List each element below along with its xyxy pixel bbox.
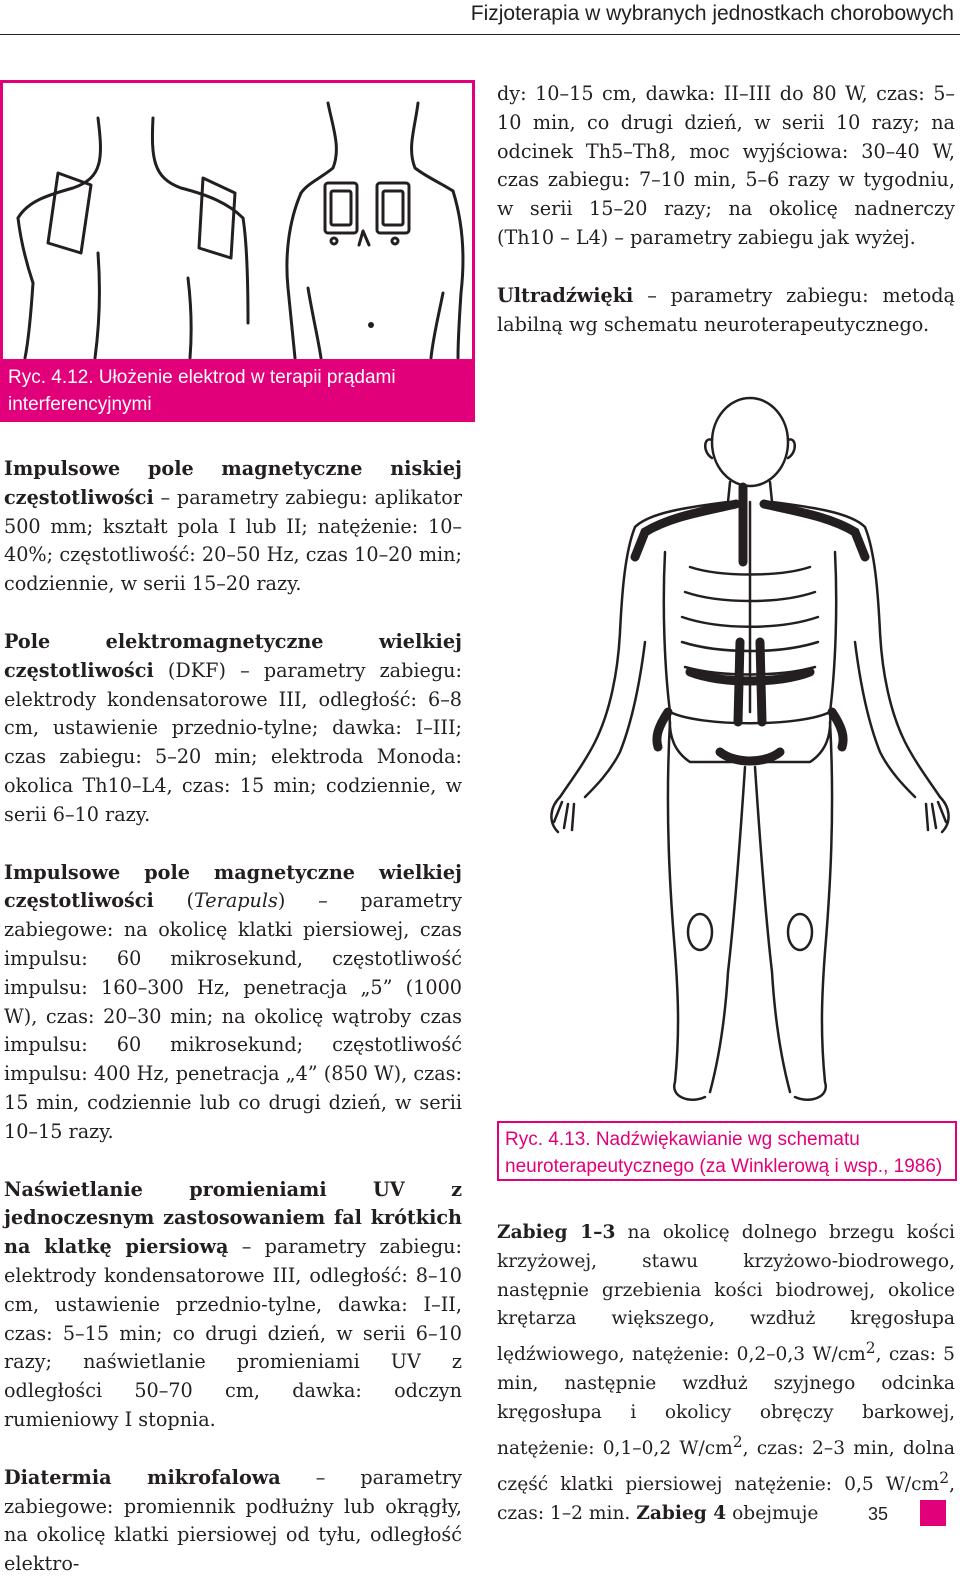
figure-4-12 [0,80,481,425]
paragraph-continuation [497,80,955,253]
figure-4-12-caption: Ryc. 4.12. Ułożenie elektrod w terapii prądami interferencyjnymi [0,362,475,422]
nipple-right [392,238,398,244]
terapuls-italic: Terapuls [193,889,278,913]
hand-left [551,797,574,832]
paragraph-terapuls [4,859,462,1147]
band-shoulder-left [635,504,736,557]
band-lumbar-left [738,642,740,722]
knee-left [688,914,712,950]
neck-right [770,482,772,502]
paren-open: ( [153,889,194,913]
figure-4-12-frame [0,80,475,362]
navel [368,322,374,328]
page-marker-square [920,1500,946,1526]
back-side-left-line [25,283,33,358]
paragraph-diathermy [4,1464,462,1579]
band-sacral [720,752,780,761]
head-outline [712,398,788,486]
back-side-right-line [243,218,248,323]
body-ultrasound-diagram [540,392,960,1112]
heading-zabieg-1-3: Zabieg 1–3 [497,1222,616,1243]
band-shoulder-right [764,504,865,557]
band-lumbar-right [760,642,762,722]
text-ultrasound: – parametry zabiegu: metodą labilną wg schematu neuroterapeutycznego. [497,283,955,336]
heading-zabieg-4: Zabieg 4 [636,1502,727,1524]
front-head-right-line [412,103,453,191]
back-shoulder-line [18,218,33,283]
band-iliac-right [832,712,843,747]
hand-right [926,797,949,832]
heading-ultrasound: Ultradźwięki [497,283,634,307]
header-title: Fizjoterapia w wybranych jednostkach chorobowych [470,2,954,25]
nipple-left [331,238,337,244]
text-uv: – parametry zabiegu: elektrody kondensatorowe III, odległość: 8–10 cm, ustawienie przednio-tylne, dawka: I–II, czas: 5–15 min; co drugi dzień, w serii 6–10 razy; naświetlanie promieniami UV z odległości 50–70 cm, dawka: odczyn rumieniowy I stopnia. [4,1235,462,1431]
pelvis [670,712,831,762]
knee-right [788,914,812,950]
sup-2: 2 [732,1432,743,1451]
text-magnetic-low: – parametry zabiegu: aplikator 500 mm; kształt pola I lub II; natężenie: 10–40%; częstotliwość: 20–50 Hz, czas 10–20 min; codziennie, w serii 15–20 razy. [4,485,462,596]
trunk-side-left [664,552,670,712]
zabieg-text-e: obejmuje [726,1502,819,1524]
heading-dkf: Pole elektromagnetyczne wielkiej częstotliwości [4,629,462,682]
paragraph-zabieg [497,1219,955,1529]
zabieg-text-b: , czas: 5 min, następnie wzdłuż szyjnego odcinka kręgosłupa i okolicy obręczy barkowej, natężenie: 0,1–0,2 W/cm [497,1344,956,1459]
neck-left [728,482,730,502]
left-column [4,455,462,1579]
text-dkf: (DKF) – parametry zabiegu: elektrody kondensatorowe III, odległość: 6–8 cm, ustawienie przednio-tylne; dawka: I–III; czas zabiegu: 5–20 min; elektroda Monoda: okolica Th10–L4, czas: 15 min; codziennie, w serii 6–10 razy. [4,658,462,826]
electrode-back-right [199,178,235,258]
back-arm-line [95,253,99,358]
front-head-left-line [301,103,336,193]
electrode-back-left [48,173,91,253]
sup-3: 2 [939,1468,950,1487]
figure-4-13 [540,392,960,1112]
zabieg-text-c: , czas: 2–3 min, dolna część klatki piersiowej natężenie: 0,5 W/cm [497,1437,955,1495]
zabieg-text-a: na okolicę dolnego brzegu kości krzyżowej, stawu krzyżowo-biodrowego, następnie grzebienia kości biodrowej, okolice krętarza większego, wzdłuż kręgosłupa lędźwiowego, natężenie: 0,2–0,3 W/cm [497,1222,956,1366]
trunk-side-right [830,552,836,712]
text-diathermy: – parametry zabiegowe: promiennik podłużny lub okrągły, na okolicę klatki piersiowej od tyłu, odległość elektro- [4,1465,463,1576]
zabieg-text-d: , czas: 1–2 min. [497,1473,955,1524]
back-right-trunk-line [188,278,191,358]
figure-4-13-caption: Ryc. 4.13. Nadźwiękawianie wg schematu neuroterapeutycznego (za Winklerową i wsp., 1986) [497,1121,957,1181]
paragraph-magnetic-low [4,455,462,599]
right-column-top [497,80,955,339]
band-iliac-left [657,712,668,747]
text-terapuls: ) – parametry zabiegowe: na okolicę klatki piersiowej, czas impulsu: 60 mikrosekund, częstotliwość impulsu: 160–300 Hz, penetracja „5” (1000 W), czas: 20–30 min; na okolicę wątroby czas impulsu: 60 mikrosekund; częstotliwość impulsu: 400 Hz, penetracja „4” (850 W), czas: 15 min, codziennie lub co drugi dzień, w serii 10–15 razy. [4,889,462,1143]
paragraph-ultrasound [497,282,955,340]
front-inner-right-line [431,293,443,358]
leg-left-outer [668,722,705,1100]
heading-magnetic-low: Impulsowe pole magnetyczne niskiej częstotliwości [4,457,462,509]
heading-uv: Naświetlanie promieniami UV z jednoczesnym zastosowaniem fal krótkich na klatkę piersiową [4,1177,462,1259]
leg-right-inner [755,767,790,1092]
back-neck-right-line [152,118,243,218]
paragraph-dkf [4,628,462,830]
front-shoulder-left-line [287,193,301,358]
sup-1: 2 [865,1339,876,1358]
header-rule [0,34,960,35]
right-column-bottom [497,1219,955,1529]
electrode-placement-illustration [3,83,472,359]
text-continuation: dy: 10–15 cm, dawka: II–III do 80 W, czas: 5–10 min, co drugi dzień, w serii 10 razy; na odcinek Th5–Th8, moc wyjściowa: 30–40 W, czas zabiegu: 7–10 min, 5–6 razy w tygodniu, w serii 15–20 razy; na okolicę nadnerczy (Th10 – L4) – parametry zabiegu jak wyżej. [497,82,955,249]
page-number: 35 [868,1504,889,1524]
inner-arm-left [585,642,645,797]
leg-right-outer [795,722,832,1100]
leg-left-inner [710,767,745,1092]
paragraph-uv [4,1176,462,1435]
inner-arm-right [855,642,915,797]
running-header [0,0,960,36]
sternum-mark [359,231,369,245]
front-shoulder-right-line [453,191,463,358]
heading-diathermy: Diatermia mikrofalowa [4,1465,281,1489]
front-inner-left-line [308,288,321,358]
heading-terapuls: Impulsowe pole magnetyczne wielkiej częstotliwości [4,860,462,913]
